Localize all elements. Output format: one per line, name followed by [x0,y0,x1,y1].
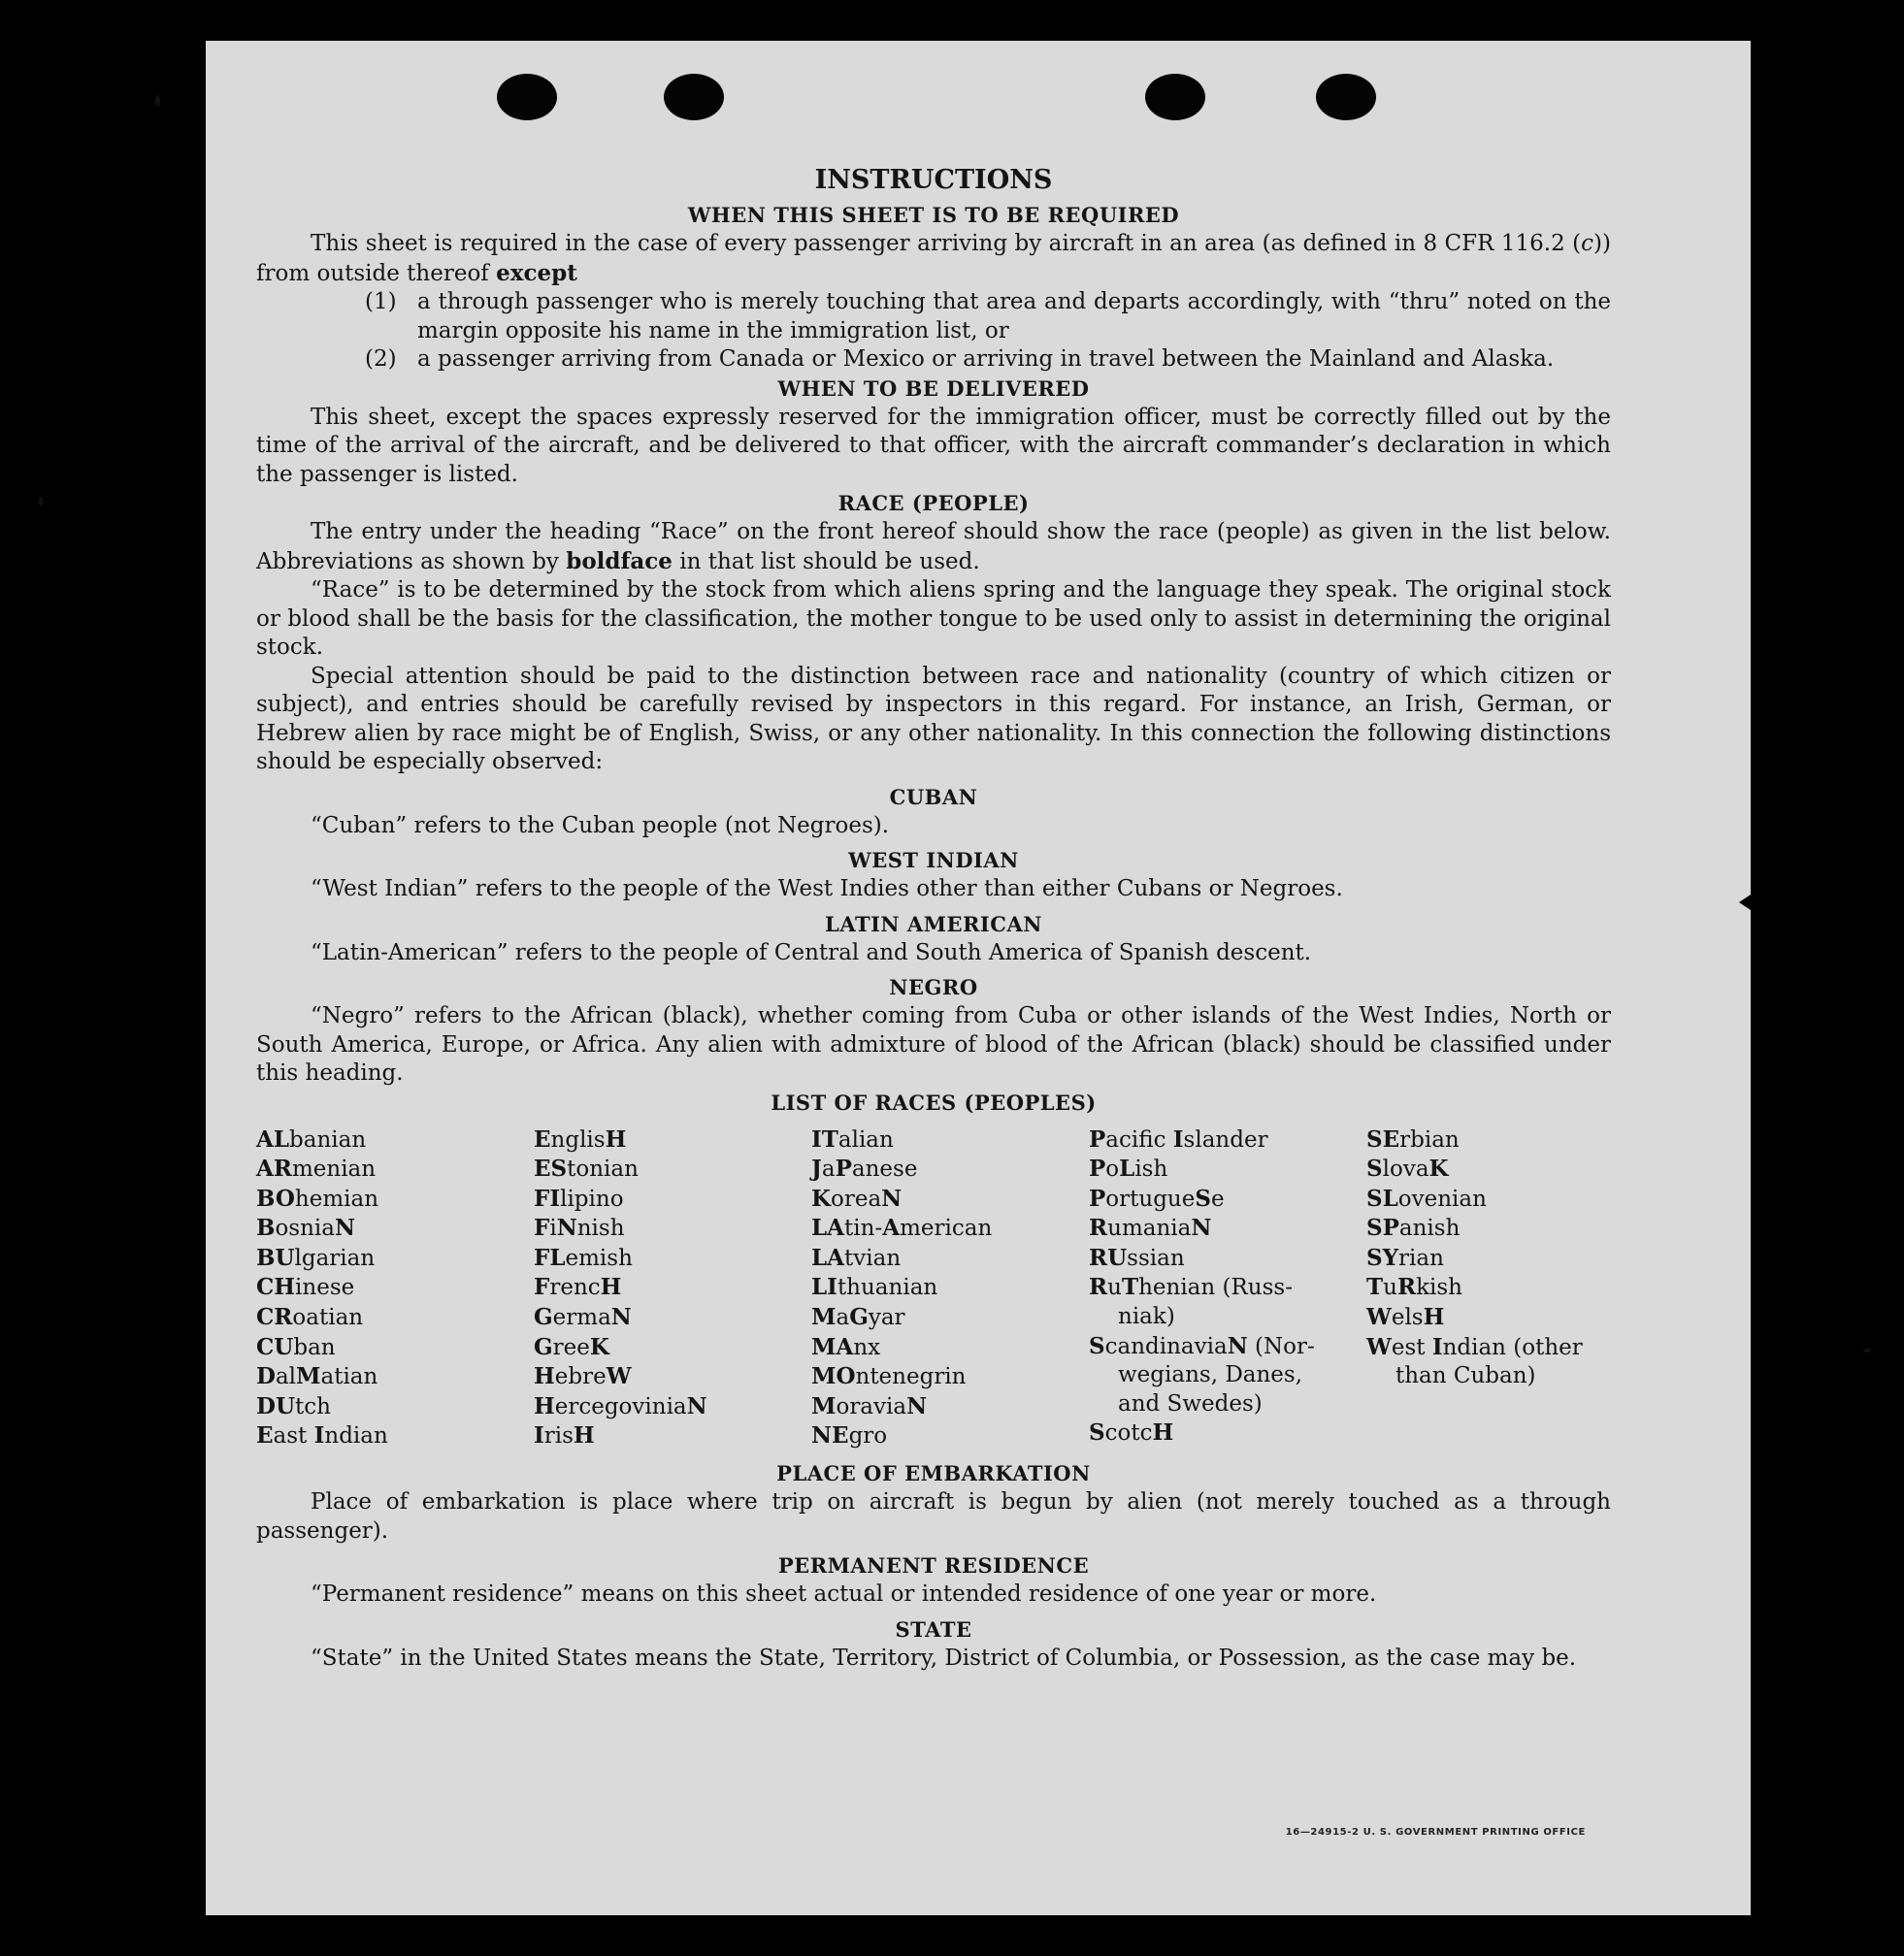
printing-office-code: 16—24915-2 U. S. GOVERNMENT PRINTING OFFICE [1285,1827,1586,1838]
scan-speck [39,497,43,506]
race-entry: CRoatian [256,1304,364,1331]
race-entry: EnglisH [534,1125,627,1153]
race-entry: FLemish [534,1244,633,1271]
race-entry: MOntenegrin [811,1363,967,1390]
race-entry: HebreW [534,1363,632,1390]
race-entry: SLovenian [1366,1185,1487,1212]
latin-american-text: “Latin-American” refers to the people of Central and South America of Spanish descent. [311,939,1312,965]
race-entry: Pacific Islander [1089,1125,1268,1153]
race-entry: MoraviaN [811,1392,928,1419]
punch-hole [1316,74,1376,120]
race-entry: LIthuanian [811,1274,938,1301]
race-list [256,1125,1611,1452]
race-entry: DUtch [256,1392,331,1419]
item-text: a passenger arriving from Canada or Mexico or arriving in travel between the Mainland and Alaska. [417,346,1555,372]
race-entry: and Swedes) [1118,1390,1263,1417]
heading-latin-american: LATIN AMERICAN [825,911,1042,936]
race-entry: ARmenian [256,1156,377,1183]
when-required-text: This sheet is required in the case of every passenger arriving by aircraft in an area (as defined in 8 CFR 116.2 (c)) from outside thereof except [256,231,1611,286]
race-entry: ScandinaviaN (Nor- [1089,1332,1315,1359]
heading-cuban: CUBAN [889,784,978,809]
race-entry: EStonian [534,1156,639,1183]
residence-text: “Permanent residence” means on this sheet actual or intended residence of one year or more. [311,1581,1377,1608]
race-entry: MAnx [811,1333,881,1360]
race-entry: FrencH [534,1274,622,1301]
race-entry: FIlipino [534,1185,624,1212]
race-entry: DalMatian [256,1363,378,1390]
race-entry: SErbian [1366,1125,1460,1153]
race-entry: TuRkish [1366,1274,1462,1301]
heading-embarkation: PLACE OF EMBARKATION [776,1461,1091,1486]
race-entry: NEgro [811,1422,888,1450]
race-entry: BosniaN [256,1215,356,1242]
heading-negro: NEGRO [889,975,978,999]
race-entry: RumaniaN [1089,1215,1212,1242]
item-number: (1) [365,289,397,314]
race-entry: BUlgarian [256,1244,376,1271]
negro-text: “Negro” refers to the African (black), whether coming from Cuba or other islands of the West Indies, North or South America, Europe, or Africa. Any alien with admixture of blood of the African (black) should be classified under this heading. [256,1003,1611,1086]
race-entry: SPanish [1366,1215,1461,1242]
race-paragraph-3: Special attention should be paid to the distinction between race and nationality (country of which citizen or subject), and entries should be carefully revised by inspectors in this regard. For instance, an Irish, German, or Hebrew alien by race might be of English, Swiss, or any other nationality. In this connection the following distinctions should be especially observed: [256,663,1611,774]
heading-west-indian: WEST INDIAN [848,848,1019,872]
cuban-text: “Cuban” refers to the Cuban people (not Negroes). [311,812,890,838]
race-entry: West Indian (other [1366,1333,1583,1360]
punch-hole [664,74,724,120]
race-entry: niak) [1118,1304,1175,1330]
race-column [811,1125,1089,1452]
race-paragraph-1: The entry under the heading “Race” on the front hereof should show the race (people) as given in the list below. Abbreviations as shown by boldface in that list should be used. [256,519,1611,574]
race-entry: MaGyar [811,1304,905,1331]
embarkation-text: Place of embarkation is place where trip on aircraft is begun by alien (not merely touched as a through passenger). [256,1489,1611,1544]
race-entry: JaPanese [811,1156,918,1183]
race-entry: GermaN [534,1304,632,1331]
when-delivered-text: This sheet, except the spaces expressly reserved for the immigration officer, must be correctly filled out by the time of the arrival of the aircraft, and be delivered to that officer, with the aircraft commander’s declaration in which the passenger is listed. [256,404,1611,487]
race-entry: PoLish [1089,1156,1168,1183]
item-text: a through passenger who is merely touching that area and departs accordingly, with “thru” noted on the margin opposite his name in the immigration list, or [417,289,1611,343]
race-entry: FiNnish [534,1215,625,1242]
race-column [256,1125,534,1452]
exception-item [365,288,1611,345]
heading-when-delivered: WHEN TO BE DELIVERED [777,375,1090,401]
punch-hole [497,74,557,120]
race-entry: KoreaN [811,1185,903,1212]
item-number: (2) [365,346,397,372]
document-page [206,41,1751,1915]
race-entry: PortugueSe [1089,1185,1225,1212]
race-column [1089,1125,1366,1452]
race-entry: LAtvian [811,1244,902,1271]
race-entry: WelsH [1366,1304,1445,1331]
west-indian-text: “West Indian” refers to the people of the West Indies other than either Cubans or Negroes. [311,876,1343,901]
heading-race: RACE (PEOPLE) [837,491,1030,515]
race-paragraph-2: “Race” is to be determined by the stock from which aliens spring and the language they speak. The original stock or blood shall be the basis for the classification, the mother tongue to be used only to assist in determining the original stock. [256,577,1611,660]
heading-when-required: WHEN THIS SHEET IS TO BE REQUIRED [687,203,1180,227]
punch-hole [1145,74,1205,120]
scan-speck [1863,1349,1871,1353]
race-entry: ITalian [811,1125,894,1153]
race-entry: RuThenian (Russ- [1089,1274,1293,1301]
race-entry: GreeK [534,1333,609,1360]
race-entry: CHinese [256,1274,355,1301]
exception-item [365,345,1611,375]
heading-list-of-races: LIST OF RACES (PEOPLES) [771,1090,1097,1115]
race-entry: ScotcH [1089,1419,1174,1447]
race-entry: IrisH [534,1422,595,1450]
heading-permanent-residence: PERMANENT RESIDENCE [777,1553,1090,1579]
race-entry: HercegoviniaN [534,1392,707,1419]
race-entry: SlovaK [1366,1156,1449,1183]
race-entry: RUssian [1089,1244,1185,1271]
race-entry: BOhemian [256,1185,379,1212]
page-title: INSTRUCTIONS [814,165,1053,195]
page-notch [1739,895,1751,910]
race-column [1366,1125,1611,1452]
race-entry: CUban [256,1333,336,1360]
race-entry: ALbanian [256,1125,367,1153]
race-column [534,1125,811,1452]
race-entry: than Cuban) [1395,1363,1536,1389]
race-entry: SYrian [1366,1244,1444,1271]
scan-speck [155,95,160,107]
race-entry: LAtin-American [811,1215,993,1242]
race-entry: wegians, Danes, [1118,1362,1303,1388]
heading-state: STATE [895,1616,972,1642]
state-text: “State” in the United States means the State, Territory, District of Columbia, or Possession, as the case may be. [311,1645,1577,1671]
race-entry: East Indian [256,1422,388,1450]
instructions-content [256,165,1611,1673]
